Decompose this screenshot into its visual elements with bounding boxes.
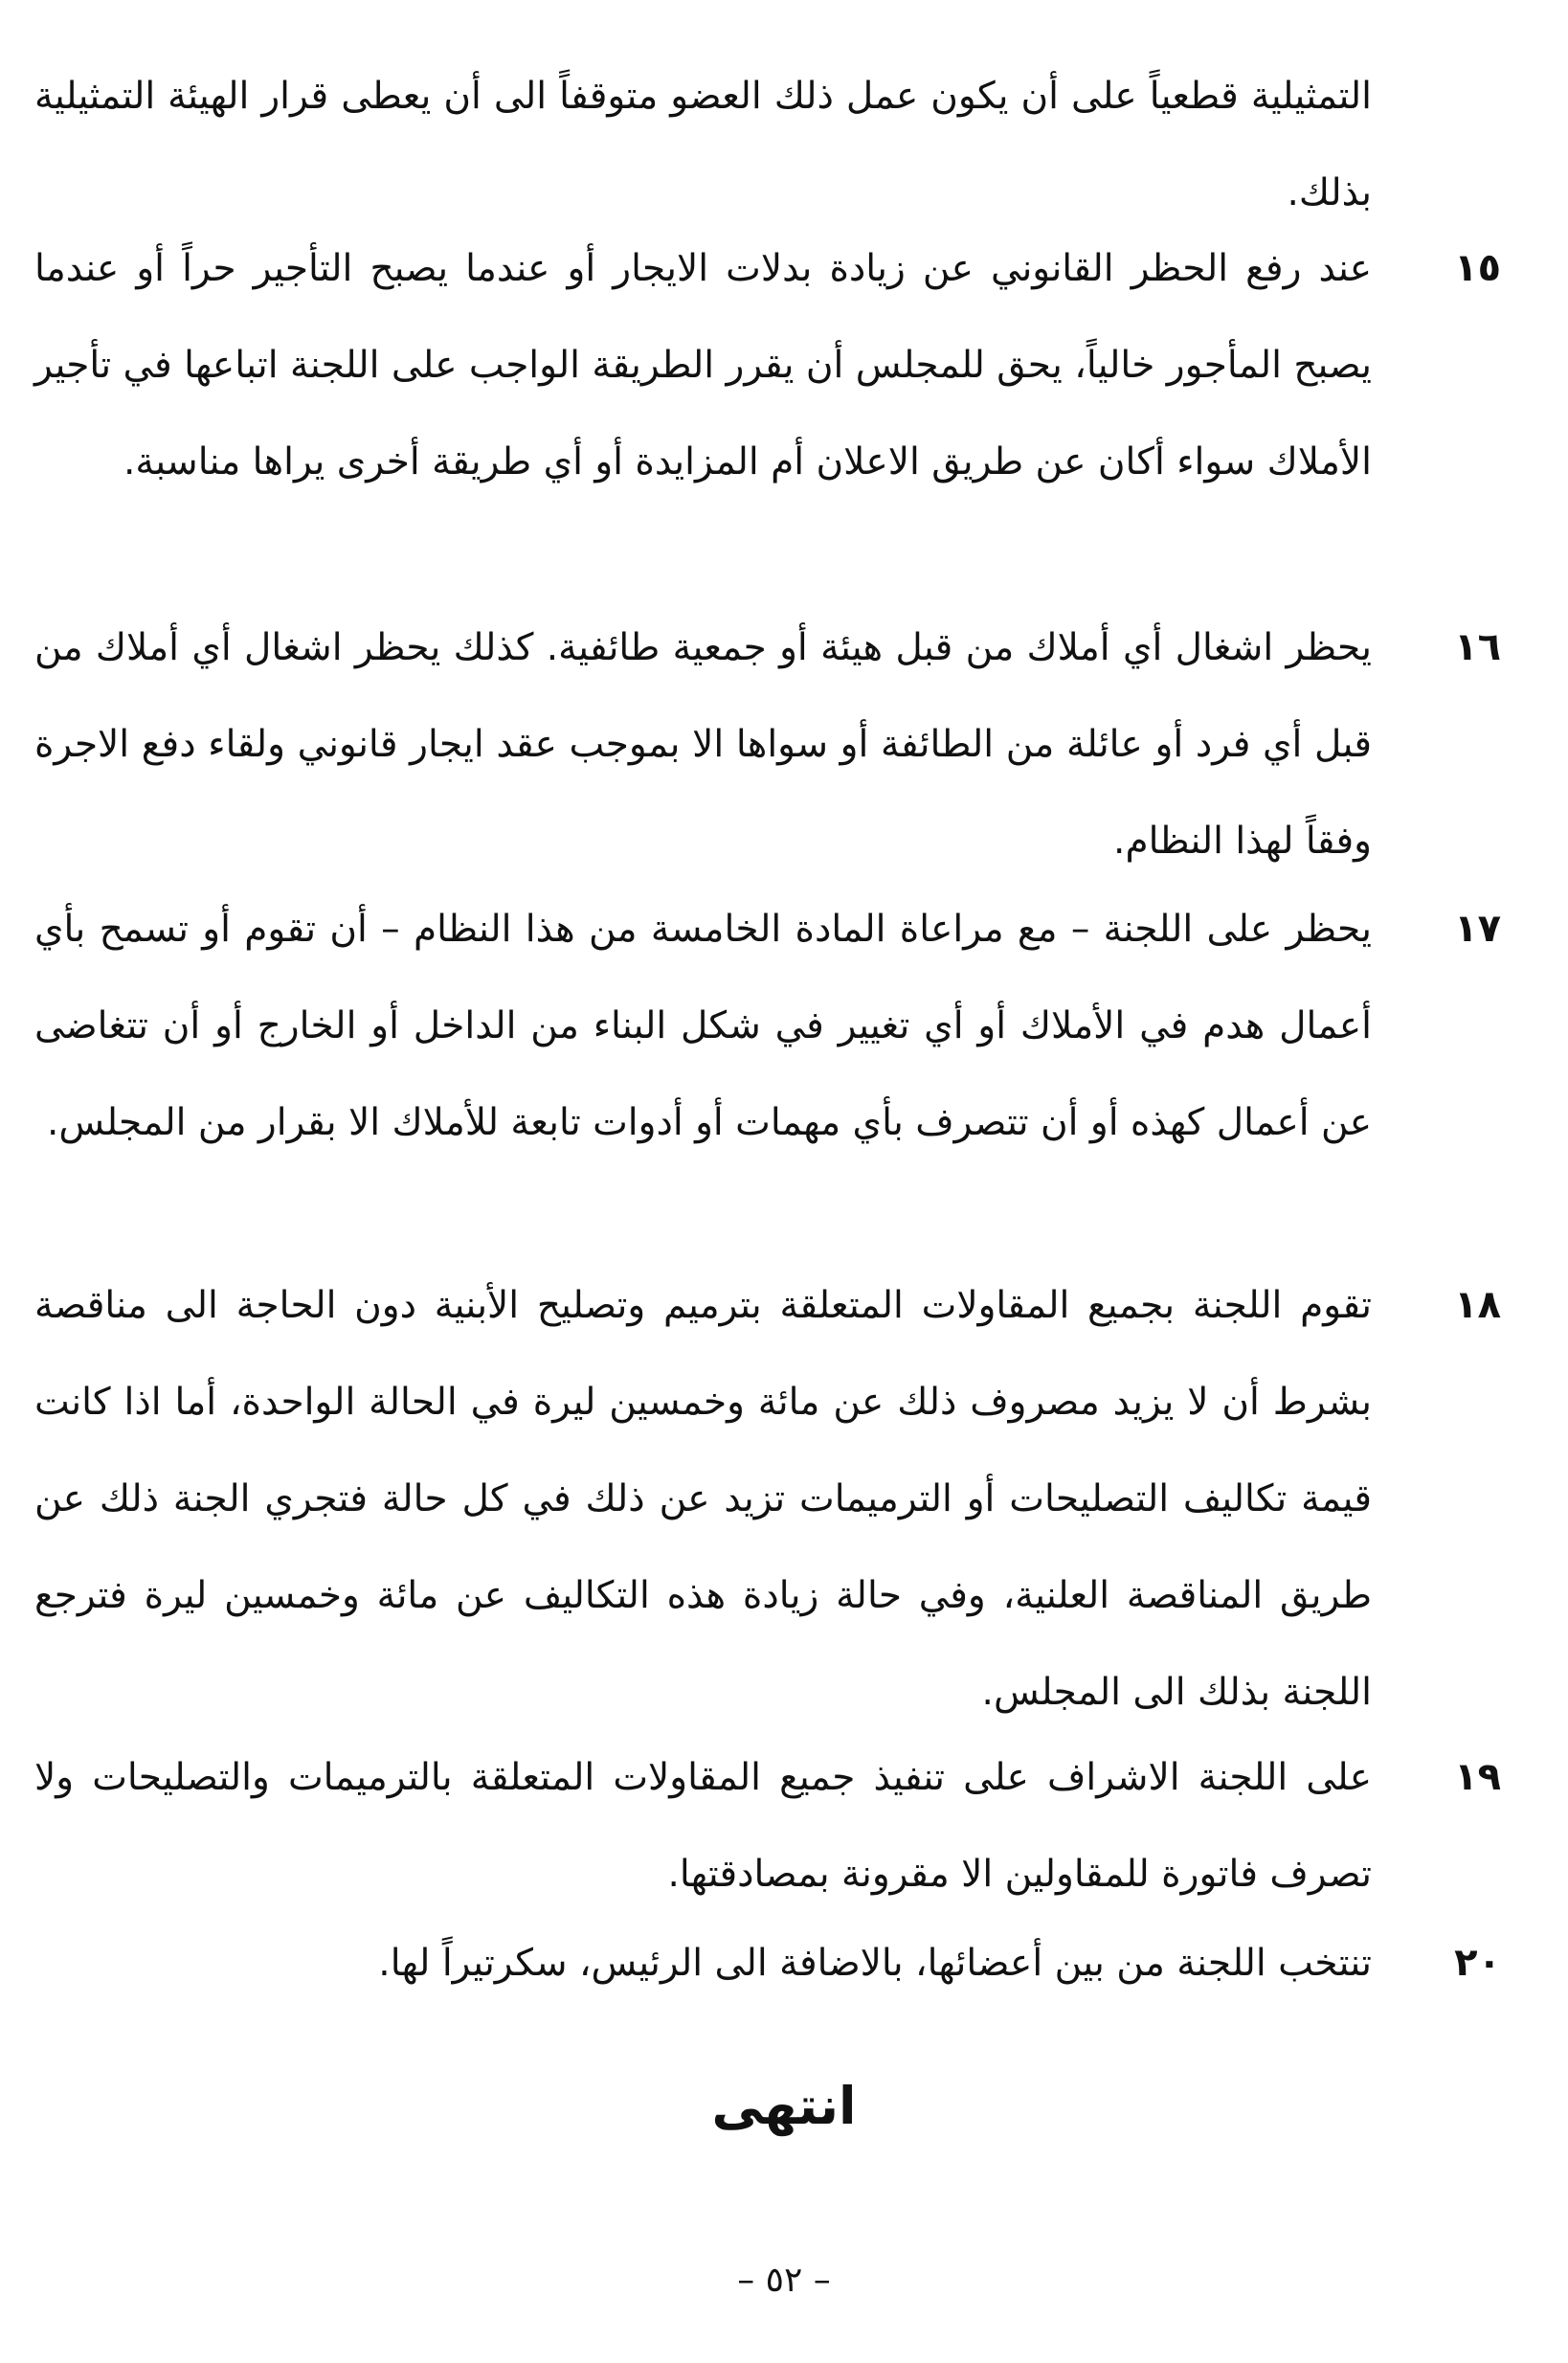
end-marker: انتهى [711,2076,857,2136]
clause-number: ١٩ [1454,1755,1501,1799]
clause-number: ١٦ [1454,625,1501,669]
intro-paragraph: التمثيلية قطعياً على أن يكون عمل ذلك العضو متوقفاً الى أن يعطى قرار الهيئة التمثيلية بذلك. [34,75,1372,214]
clause-20 [34,1915,1501,2012]
clause-text: يحظر اشغال أي أملاك من قبل هيئة أو جمعية طائفية. كذلك يحظر اشغال أي أملاك من قبل أي فرد أو عائلة من الطائفة أو سواها الا بموجب عقد ايجار قانوني ولقاء دفع الاجرة وفقاً لهذا النظام. [34,626,1372,863]
page-number: – ٥٢ – [737,2261,831,2300]
clause-number: ٢٠ [1454,1941,1501,1985]
clause-text: على اللجنة الاشراف على تنفيذ جميع المقاولات المتعلقة بالترميمات والتصليحات ولا تصرف فاتورة للمقاولين الا مقرونة بمصادقتها. [34,1756,1372,1896]
clause-15 [34,220,1501,510]
clause-17 [34,881,1501,1171]
clause-number: ١٧ [1454,907,1501,951]
clause-text: تنتخب اللجنة من بين أعضائها، بالاضافة الى الرئيس، سكرتيراً لها. [378,1942,1372,1985]
clause-16 [34,599,1501,889]
clause-text: عند رفع الحظر القانوني عن زيادة بدلات الايجار أو عندما يصبح التأجير حراً أو عندما يصبح المأجور خالياً، يحق للمجلس أن يقرر الطريقة الواجب على اللجنة اتباعها في تأجير الأملاك سواء أكان عن طريق الاعلان أم المزايدة أو أي طريقة أخرى يراها مناسبة. [34,247,1372,484]
clause-text: تقوم اللجنة بجميع المقاولات المتعلقة بترميم وتصليح الأبنية دون الحاجة الى مناقصة بشرط أن لا يزيد مصروف ذلك عن مائة وخمسين ليرة في الحالة الواحدة، أما اذا كانت قيمة تكاليف التصليحات أو الترميمات تزيد عن ذلك في كل حالة فتجري الجنة ذلك عن طريق المناقصة العلنية، وفي حالة زيادة هذه التكاليف عن مائة وخمسين ليرة فترجع اللجنة بذلك الى المجلس. [34,1284,1372,1714]
clause-18 [34,1257,1501,1741]
clause-number: ١٨ [1454,1283,1501,1327]
clause-19 [34,1729,1501,1923]
clause-text: يحظر على اللجنة – مع مراعاة المادة الخامسة من هذا النظام – أن تقوم أو تسمح بأي أعمال هدم في الأملاك أو أي تغيير في شكل البناء من الداخل أو الخارج أو أن تتغاضى عن أعمال كهذه أو أن تتصرف بأي مهمات أو أدوات تابعة للأملاك الا بقرار من المجلس. [34,908,1372,1144]
clause-number: ١٥ [1454,246,1501,290]
